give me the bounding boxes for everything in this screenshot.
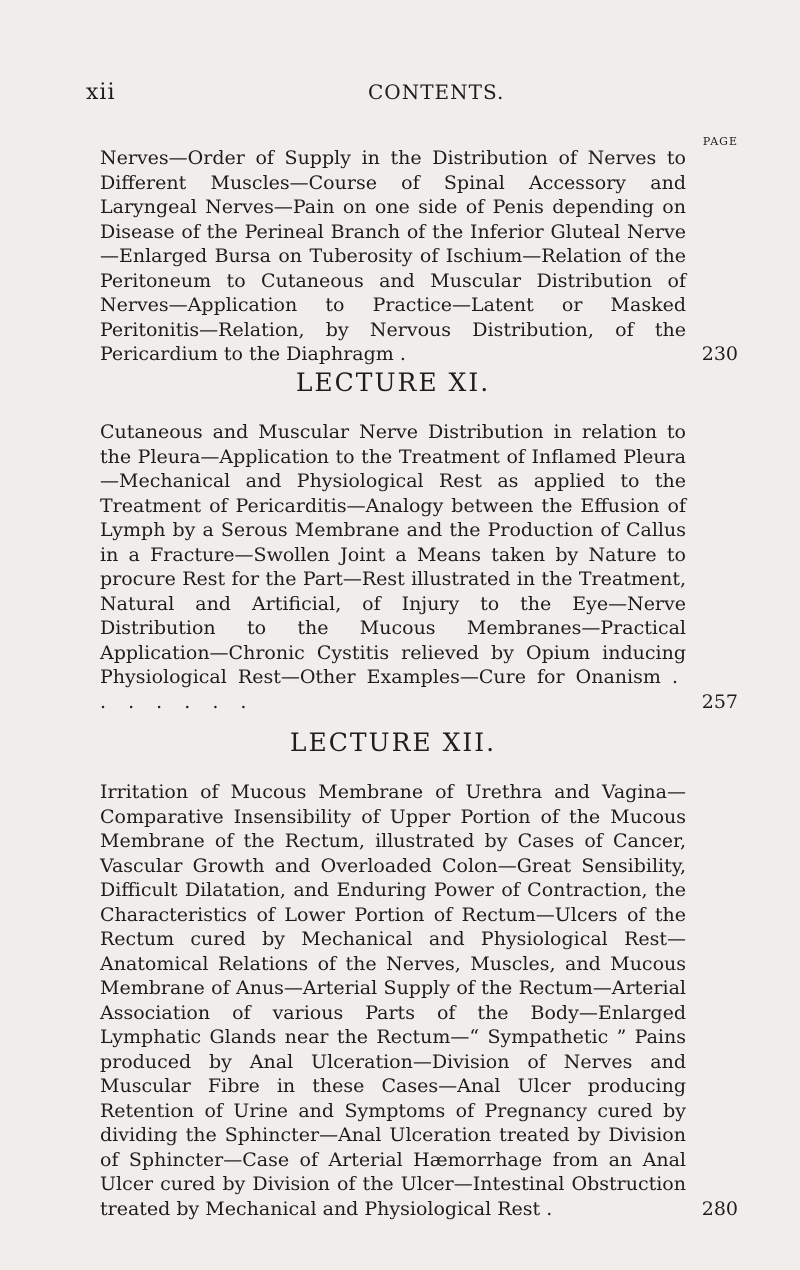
entry-page-number: 230 (701, 343, 738, 365)
entry-page-number: 257 (701, 690, 738, 713)
entry-leaders: . . . . . . . (100, 666, 686, 713)
entry-text: Irritation of Mucous Membrane of Urethra and Vagina—Comparative Insensibility of Upper Portion of the Mucous Membrane of the Rectum, illustrated by Cases of Cancer, Vascular Growth and Overloaded Colon—Great Sensibility, Difficult Dilatation, and Enduring Power of Contraction, the Characteristics of Lower Portion of Rectum—Ulcers of the Rectum cured by Mechanical and Physiological Rest—Anatomical Relations of the Nerves, Muscles, and Mucous Membrane of Anus—Arterial Supply of the Rectum—Arterial Association of various Parts of the Body—Enlarged Lymphatic Glands near the Rectum—“ Sympathetic ” Pains produced by Anal Ulceration—Division of Nerves and Muscular Fibre in these Cases—Anal Ulcer producing Retention of Urine and Symptoms of Pregnancy cured by dividing the Sphincter—Anal Ulceration treated by Division of Sphincter—Case of Arterial Hæmorrhage from an Anal Ulcer cured by Division of the Ulcer—Intestinal Obstruction treated by Mechanical and Physiological Rest (100, 781, 686, 1220)
lecture-12-heading: LECTURE XII. (289, 728, 497, 757)
entry-page-number: 280 (701, 1197, 738, 1220)
lecture-11-heading: LECTURE XI. (295, 368, 491, 397)
page-number: xii (86, 80, 116, 105)
contents-entry-lecture-10 (100, 146, 738, 367)
entry-leaders: . (546, 1197, 561, 1220)
running-header (86, 80, 680, 112)
entry-leaders: . (399, 343, 414, 365)
entry-text: Nerves—Order of Supply in the Distribution of Nerves to Different Muscles—Course of Spinal Accessory and Laryngeal Nerves—Pain on one side of Penis depending on Disease of the Perineal Branch of the Inferior Gluteal Nerve—Enlarged Bursa on Tuberosity of Ischium—Relation of the Peritoneum to Cutaneous and Muscular Distribution of Nerves—Application to Practice—Latent or Masked Peritonitis—Relation, by Nervous Distribution, of the Pericardium to the Diaphragm (100, 147, 686, 365)
running-title: CONTENTS. (368, 80, 505, 104)
entry-text: Cutaneous and Muscular Nerve Distribution in relation to the Pleura—Application to the Treatment of Inflamed Pleura—Mechanical and Physiological Rest as applied to the Treatment of Pericarditis—Analogy between the Effusion of Lymph by a Serous Membrane and the Production of Callus in a Fracture—Swollen Joint a Means taken by Nature to procure Rest for the Part—Rest illustrated in the Treatment, Natural and Artificial, of Injury to the Eye—Nerve Distribution to the Mucous Membranes—Practical Application—Chronic Cystitis relieved by Opium inducing Physiological Rest—Other Examples—Cure for Onanism (100, 421, 686, 688)
contents-entry-lecture-12 (100, 780, 738, 1221)
page-column-label: PAGE (702, 135, 738, 148)
contents-entry-lecture-11 (100, 420, 738, 714)
